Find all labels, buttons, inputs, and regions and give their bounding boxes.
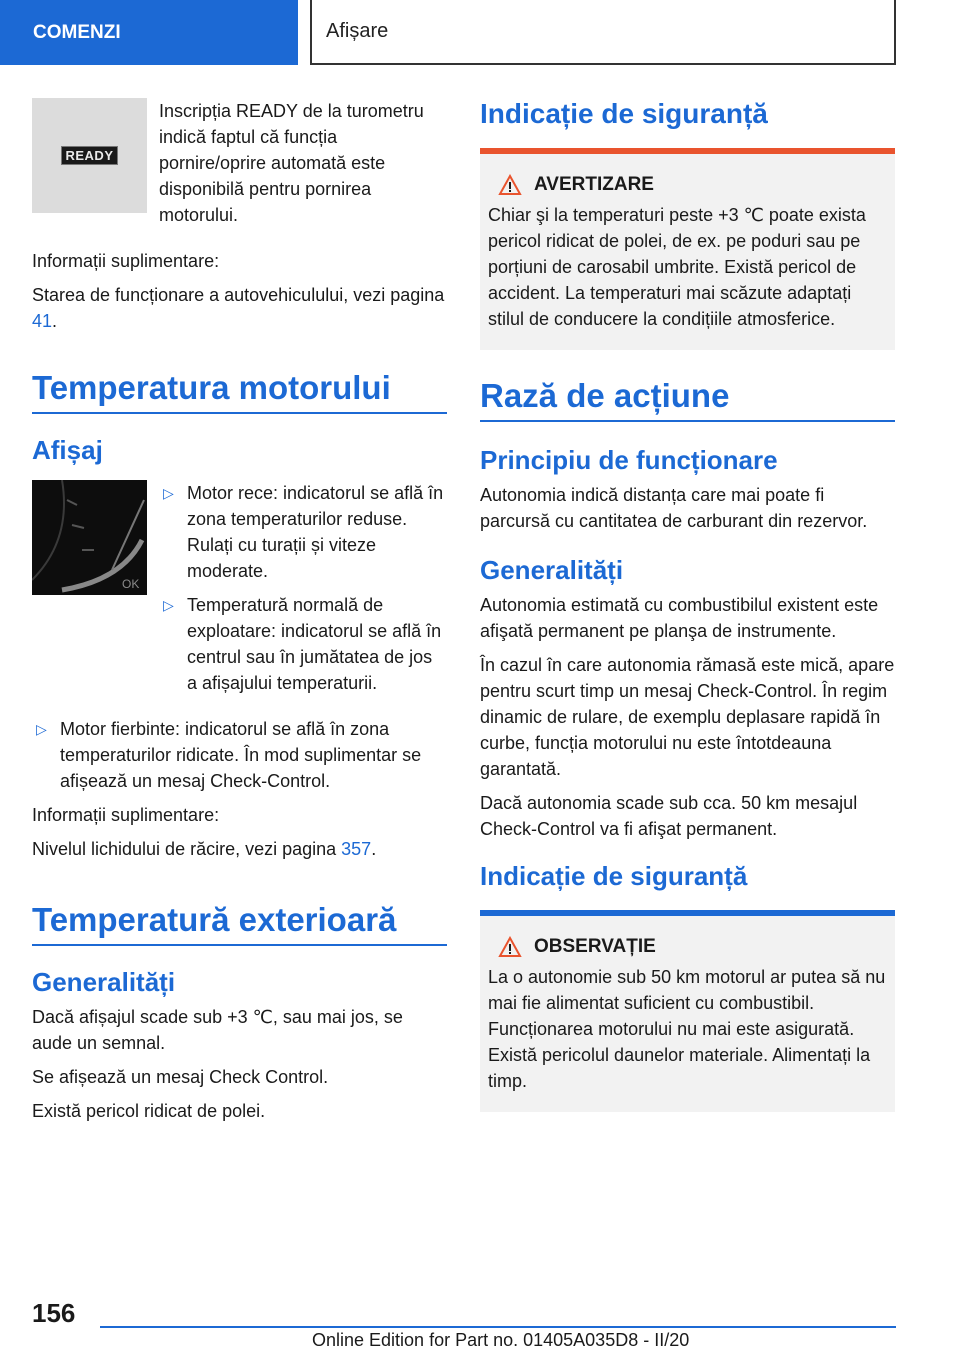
ready-block	[32, 98, 447, 236]
section-tab: COMENZI	[0, 0, 298, 65]
gauge-block	[32, 480, 447, 704]
gauge-ok-label: OK	[122, 577, 140, 591]
ready-image	[32, 98, 147, 213]
warning-triangle-icon	[498, 936, 522, 958]
warning-text: Chiar şi la temperaturi peste +3 ℃ poate exista pericol ridicat de polei, de ex. pe poduri sau pe porțiuni de carosabil umbrite. Există pericol de accident. La temperaturi mai scăzute adaptați stilul de conducere la condițiile atmosferice.	[488, 205, 866, 329]
list-item: ▷ Temperatură normală de exploatare: indicatorul se află în centrul sau în jumătatea de jos a afișajului temperaturii.	[159, 592, 447, 696]
paragraph: Autonomia estimată cu combustibilul existent este afişată permanent pe planşa de instrumente.	[480, 595, 879, 641]
ready-badge: READY	[61, 146, 117, 165]
triangle-bullet-icon: ▷	[36, 721, 47, 737]
temperature-gauge-image	[32, 480, 147, 595]
paragraph: În cazul în care autonomia rămasă este mică, apare pentru scurt timp un mesaj Check-Control. În regim dinamic de rulare, de exemplu deplasare rapidă în curbe, funcția motorului nu este întotdeauna garantată.	[480, 655, 895, 779]
warning-triangle-icon	[498, 174, 522, 196]
heading-general: Generalități	[480, 555, 624, 585]
info-label: Informații suplimentare:	[32, 251, 220, 271]
notice-box	[480, 910, 895, 1112]
info-paragraph: Starea de funcționare a autovehiculului, vezi pagina 41.	[32, 285, 445, 331]
paragraph: Există pericol ridicat de polei.	[32, 1101, 266, 1121]
chapter-title: Afișare	[310, 0, 896, 65]
heading-range: Rază de acțiune	[480, 376, 895, 422]
edition-text: Online Edition for Part no. 01405A035D8 - II/20	[312, 1330, 690, 1350]
paragraph: Dacă autonomia scade sub cca. 50 km mesajul Check-Control va fi afişat permanent.	[480, 793, 858, 839]
list-item: ▷ Motor fierbinte: indicatorul se află în zona temperaturilor ridicate. În mod suplimentar se afișează un mesaj Check-Control.	[32, 716, 447, 794]
page-link-357[interactable]: 357	[341, 839, 372, 859]
info-paragraph: Nivelul lichidului de răcire, vezi pagina 357.	[32, 839, 377, 859]
left-column	[32, 98, 447, 1132]
notice-text: La o autonomie sub 50 km motorul ar putea să nu mai fie alimentat suficient cu combustibil. Funcționarea motorului nu mai este asigurată. Există pericolul daunelor materiale. Alimentați la timp.	[488, 967, 886, 1091]
warning-title: AVERTIZARE	[534, 174, 654, 195]
triangle-bullet-icon: ▷	[163, 485, 174, 501]
page-number: 156	[32, 1298, 76, 1328]
heading-general: Generalități	[32, 967, 176, 997]
heading-display: Afișaj	[32, 435, 103, 465]
paragraph: Autonomia indică distanța care mai poate fi parcursă cu cantitatea de carburant din rezervor.	[480, 485, 868, 531]
heading-outside-temperature: Temperatură exterioară	[32, 900, 447, 946]
info-label: Informații suplimentare:	[32, 805, 220, 825]
heading-operating-principle: Principiu de funcționare	[480, 445, 778, 475]
heading-safety-note: Indicație de siguranță	[480, 861, 748, 891]
right-column	[480, 98, 895, 1138]
warning-box	[480, 148, 895, 350]
triangle-bullet-icon: ▷	[163, 597, 174, 613]
ready-description: Inscripția READY de la turometru indică faptul că funcția pornire/oprire automată este disponibilă pentru pornirea motorului.	[159, 101, 424, 225]
heading-engine-temperature: Temperatura motorului	[32, 368, 447, 414]
notice-title: OBSERVAȚIE	[534, 936, 656, 957]
list-item: ▷ Motor rece: indicatorul se află în zona temperaturilor reduse. Rulați cu turații și viteze moderate.	[159, 480, 447, 584]
footer-divider	[100, 1326, 896, 1328]
page-link-41[interactable]: 41	[32, 311, 53, 331]
heading-safety-note: Indicație de siguranță	[480, 98, 768, 129]
paragraph: Dacă afișajul scade sub +3 ℃, sau mai jos, se aude un semnal.	[32, 1007, 403, 1053]
paragraph: Se afișează un mesaj Check Control.	[32, 1067, 329, 1087]
